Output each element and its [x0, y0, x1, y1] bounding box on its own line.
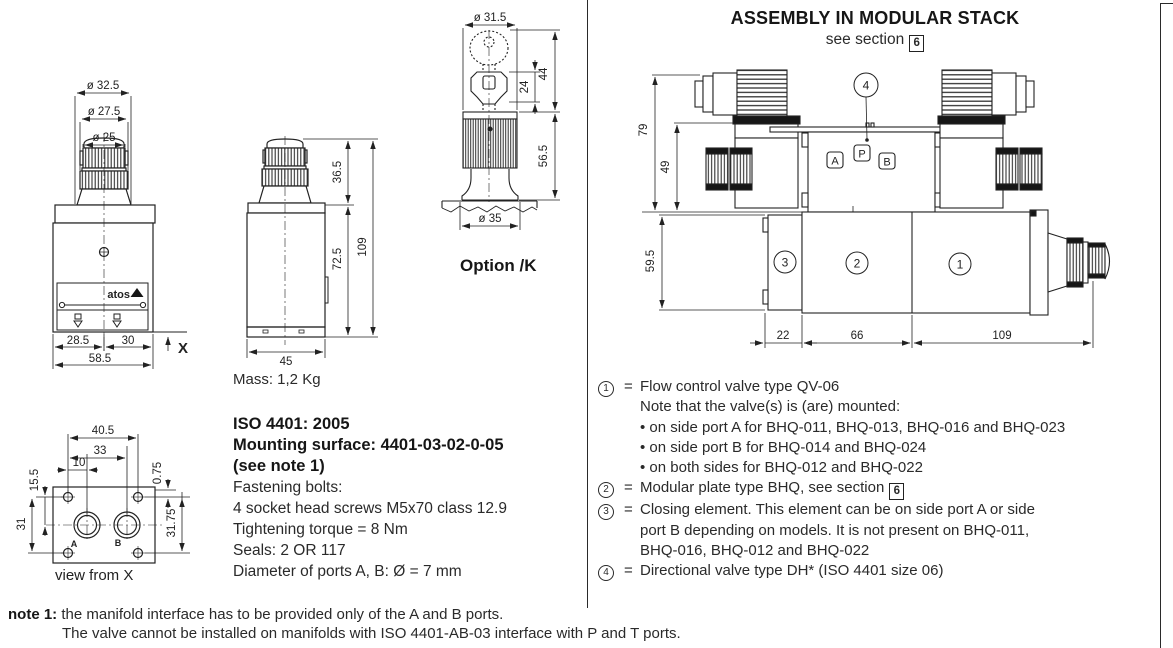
dim-dia-31-5: ø 31.5 — [473, 12, 507, 24]
legend-item-1-bullet — [598, 438, 1158, 458]
mounting-plate — [442, 201, 537, 208]
callout-1-number: 1 — [956, 257, 964, 272]
side-nub — [325, 277, 328, 303]
connector-band — [733, 116, 800, 124]
legend-num-4: 4 — [598, 565, 614, 581]
legend-bullet: • on side port B for BHQ-014 and BHQ-024 — [640, 438, 1158, 458]
valve-body — [53, 223, 153, 332]
din-connector — [737, 70, 787, 118]
port-p-letter: P — [858, 148, 866, 161]
dim-40-5: 40.5 — [91, 425, 115, 437]
valve-side-view-drawing — [232, 132, 382, 372]
iso-line: Tightening torque = 8 Nm — [233, 521, 408, 538]
solenoid-right — [940, 138, 1003, 208]
dim-56-5: 56.5 — [538, 144, 550, 168]
top-plate — [770, 127, 960, 132]
din-plug-body — [992, 73, 1016, 115]
cable-gland — [695, 81, 703, 107]
valve-base — [247, 327, 325, 337]
equals-sign: = — [624, 479, 633, 497]
callout-2-number: 2 — [853, 256, 861, 271]
dim-109: 109 — [357, 237, 369, 257]
legend-item-1-bullet — [598, 418, 1158, 438]
valve-front-view-drawing — [20, 60, 220, 372]
dim-66: 66 — [850, 330, 864, 342]
iso-line: 4 socket head screws M5x70 class 12.9 — [233, 500, 507, 517]
section-6-box: 6 — [889, 483, 904, 500]
note-line-1: the manifold interface has to be provided only of the A and B ports. — [61, 606, 504, 623]
dim-22: 22 — [776, 330, 790, 342]
legend-text: Note that the valve(s) is (are) mounted: — [640, 398, 901, 416]
knob-taper — [1048, 233, 1067, 292]
legend-item-3 — [598, 500, 1158, 520]
mass-label: Mass: 1,2 Kg — [233, 371, 321, 388]
iso-line: Fastening bolts: — [233, 479, 343, 496]
knurled-nut-left — [706, 148, 752, 190]
legend-text: BHQ-016, BHQ-012 and BHQ-022 — [640, 542, 870, 560]
see-section-text: see section — [825, 31, 905, 48]
din-connector — [942, 70, 992, 118]
column-divider — [587, 0, 588, 608]
knurl-cylinder-top — [463, 112, 517, 119]
dim-24: 24 — [519, 80, 531, 94]
knurl-cylinder — [463, 119, 517, 168]
connector-band — [938, 116, 1005, 124]
legend-num-3: 3 — [598, 504, 614, 520]
dim-33: 33 — [93, 445, 107, 457]
dim-58-5: 58.5 — [88, 353, 112, 365]
assembly-title: ASSEMBLY IN MODULAR STACK — [730, 8, 1020, 28]
port-a-letter: A — [831, 155, 839, 168]
directional-valve-body — [808, 132, 935, 212]
callout-4-number: 4 — [862, 78, 870, 93]
equals-sign: = — [624, 562, 633, 580]
top-right-rule — [1160, 3, 1173, 4]
iso-title: ISO 4401: 2005 — [233, 415, 350, 433]
view-from-x-drawing — [8, 410, 208, 588]
x-view-marker: X — [178, 340, 189, 357]
dim-dia-25: ø 25 — [92, 132, 116, 144]
port-a-label: A — [70, 539, 78, 549]
option-k-drawing — [432, 2, 567, 236]
legend-item-1-note — [598, 397, 1158, 417]
legend-item-1-bullet — [598, 458, 1158, 478]
dim-79: 79 — [638, 123, 650, 137]
atos-logo: atos — [107, 289, 130, 301]
callout-3-number: 3 — [781, 255, 789, 270]
dim-45: 45 — [279, 356, 293, 368]
dim-109-assembly: 109 — [992, 330, 1012, 342]
dim-dia-32-5: ø 32.5 — [86, 80, 120, 92]
note-label: note 1: — [8, 606, 58, 623]
iso-line: Diameter of ports A, B: Ø = 7 mm — [233, 563, 462, 580]
assembly-subtitle — [590, 31, 1160, 52]
legend-text: port B depending on models. It is not present on BHQ-011, — [640, 521, 1030, 539]
dim-dia-35: ø 35 — [478, 213, 502, 225]
valve-body — [247, 213, 325, 327]
dim-59-5: 59.5 — [645, 249, 657, 273]
legend-num-1: 1 — [598, 381, 614, 397]
flow-knob — [1067, 238, 1110, 287]
port-b-letter: B — [883, 156, 891, 169]
legend-text: Directional valve type DH* (ISO 4401 size 06) — [640, 562, 944, 580]
legend-bullet: • on side port A for BHQ-011, BHQ-013, BHQ-016 and BHQ-023 — [640, 418, 1158, 438]
legend-item-3-wrap — [598, 541, 1158, 561]
knurled-nut-right — [996, 148, 1042, 190]
dim-10: 10 — [72, 457, 86, 469]
dim-44: 44 — [538, 67, 550, 81]
modular-plate-block — [802, 212, 1030, 313]
assembly-legend — [598, 377, 1158, 582]
port-b-label: B — [114, 538, 122, 548]
section-6-box: 6 — [909, 35, 924, 52]
legend-item-1 — [598, 377, 1158, 397]
iso-line: Seals: 2 OR 117 — [233, 542, 346, 559]
dim-30: 30 — [121, 335, 135, 347]
iso-mounting-surface: Mounting surface: 4401-03-02-0-05 — [233, 436, 504, 454]
note-line-2: The valve cannot be installed on manifolds with ISO 4401-AB-03 interface with P and T ports. — [62, 624, 681, 642]
legend-item-4 — [598, 561, 1158, 581]
view-x-caption: view from X — [55, 567, 134, 584]
end-cap — [1030, 210, 1048, 315]
valve-cap — [248, 203, 325, 213]
dim-15-5: 15.5 — [29, 468, 41, 492]
din-plug-body — [713, 73, 737, 115]
legend-text: Modular plate type BHQ, see section — [640, 479, 885, 497]
modular-stack-drawing — [630, 55, 1170, 355]
iso-see-note: (see note 1) — [233, 457, 325, 475]
dim-0-75: 0.75 — [152, 461, 164, 485]
cable-gland — [1026, 81, 1034, 107]
dim-28-5: 28.5 — [66, 335, 90, 347]
legend-item-3-wrap — [598, 521, 1158, 541]
note-block — [8, 606, 681, 643]
iso-spec-block — [233, 414, 507, 582]
dim-31-75: 31.75 — [166, 508, 178, 538]
legend-bullet: • on both sides for BHQ-012 and BHQ-022 — [640, 458, 1158, 478]
legend-text: Closing element. This element can be on side port A or side — [640, 501, 1035, 519]
plate-break-line — [442, 206, 537, 212]
option-k-label: Option /K — [460, 256, 537, 275]
dim-49: 49 — [660, 160, 672, 174]
legend-num-2: 2 — [598, 482, 614, 498]
dim-31: 31 — [16, 517, 28, 531]
legend-item-2 — [598, 478, 1158, 500]
dim-36-5: 36.5 — [332, 160, 344, 184]
valve-cap — [55, 205, 155, 223]
dim-dia-27-5: ø 27.5 — [87, 106, 121, 118]
flare-skirt — [462, 168, 518, 200]
equals-sign: = — [624, 501, 633, 519]
legend-text: Flow control valve type QV-06 — [640, 378, 840, 395]
dim-72-5: 72.5 — [332, 247, 344, 271]
equals-sign: = — [624, 378, 633, 395]
